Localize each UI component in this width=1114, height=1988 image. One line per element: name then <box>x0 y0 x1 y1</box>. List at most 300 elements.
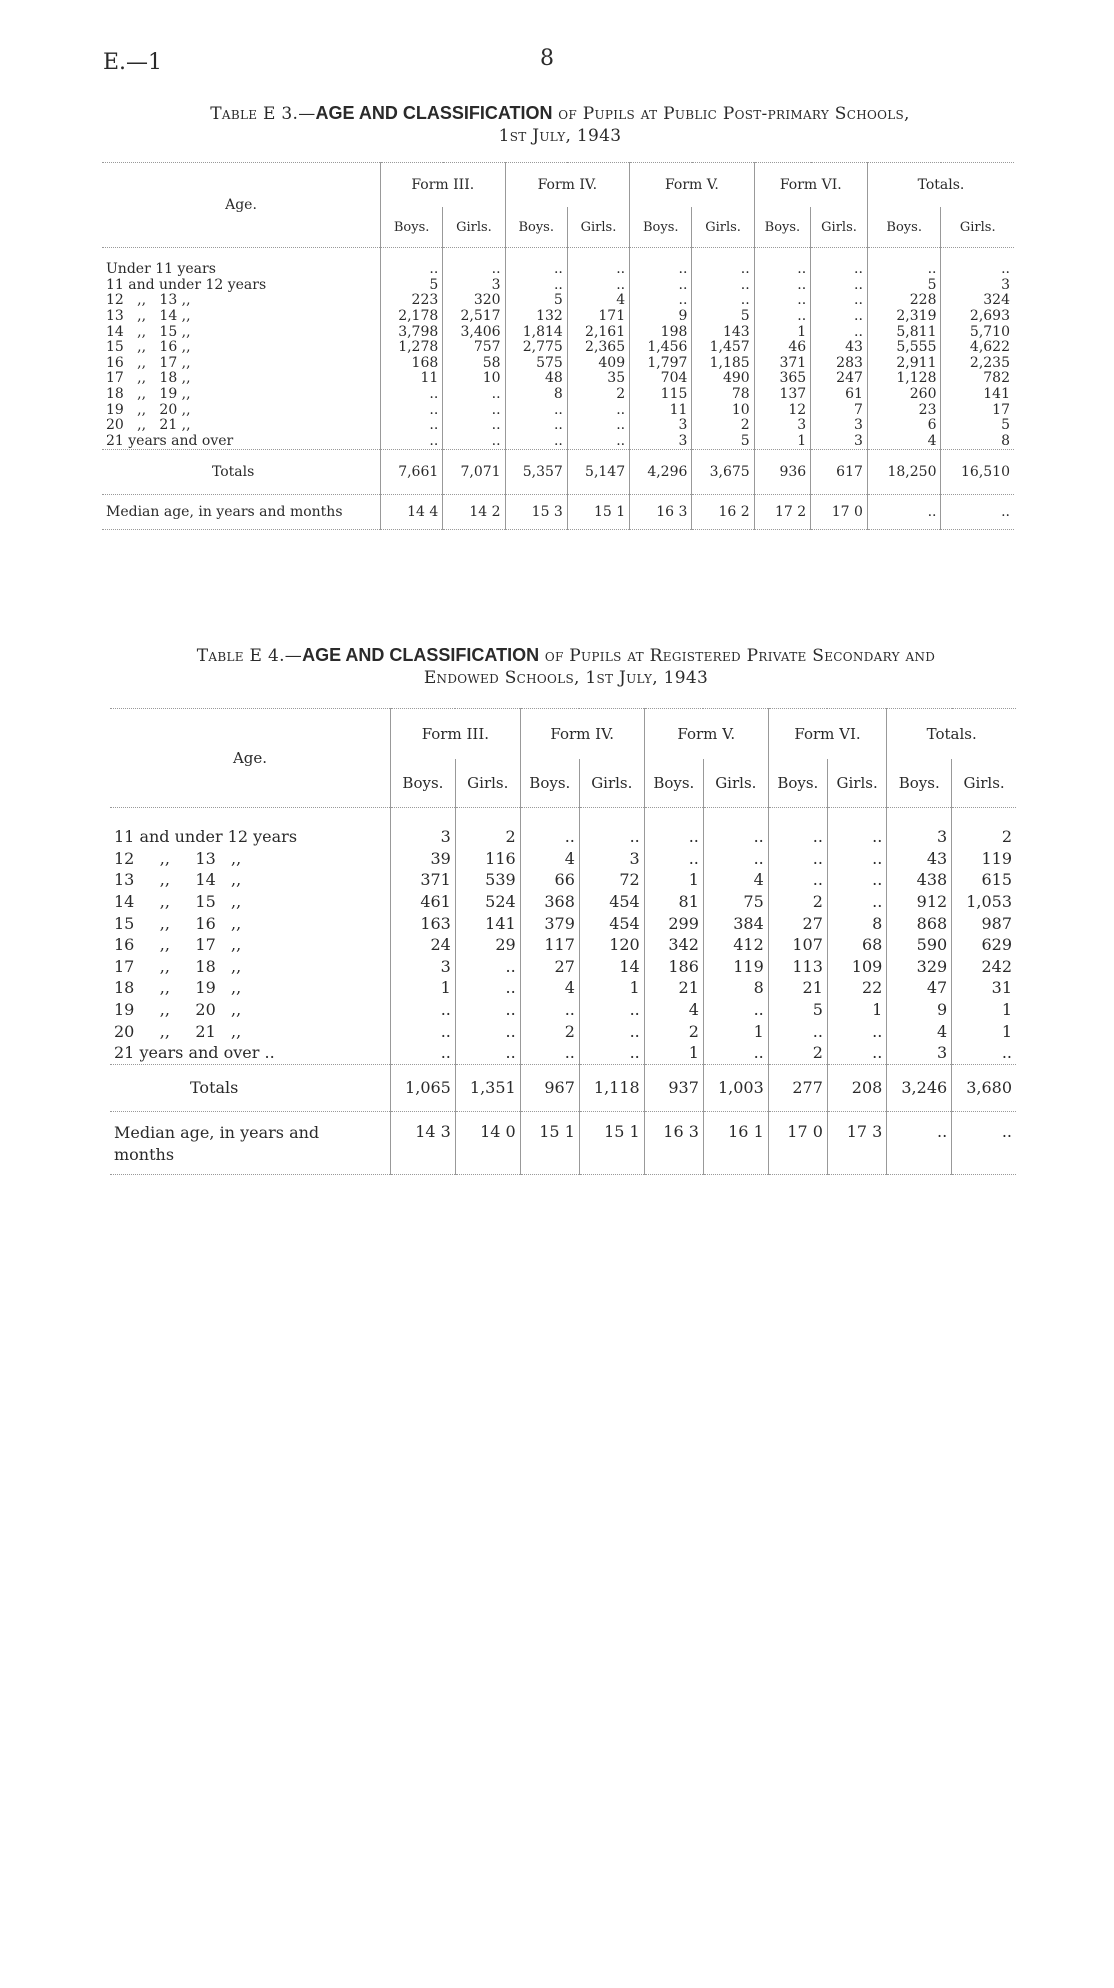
table2-spacer-cell <box>579 808 644 827</box>
table2-cell: 186 <box>644 956 703 978</box>
table2-body <box>110 808 1016 1175</box>
table2-age-label: 18 ,, 19 ,, <box>114 978 242 998</box>
table1-cell: .. <box>692 278 754 294</box>
table2-cell: .. <box>827 1042 886 1064</box>
table2-total-cell: 3,680 <box>952 1064 1016 1111</box>
table2-median-cell: 14 3 <box>391 1111 456 1174</box>
table1-cell: 1,278 <box>381 340 443 356</box>
table1-median-cell: 14 2 <box>443 495 505 530</box>
table1-spacer-cell <box>567 248 629 263</box>
table2-form-header: Form III. <box>391 709 521 760</box>
table1-cell: 2,161 <box>567 324 629 340</box>
table1-cell: 2,319 <box>867 309 941 325</box>
table1-median-text: Median age, in years and months <box>106 504 343 521</box>
table2-total-cell: 1,003 <box>703 1064 768 1111</box>
table1-cell: 3 <box>811 418 868 434</box>
table2-cell: 119 <box>703 956 768 978</box>
table1-spacer-cell <box>811 248 868 263</box>
table1 <box>102 162 1014 530</box>
table1-median-cell: 15 3 <box>505 495 567 530</box>
table2-girls-header: Girls. <box>703 759 768 808</box>
table2-cell: 912 <box>887 891 952 913</box>
table2-cell: 1 <box>579 977 644 999</box>
table1-cell: 137 <box>754 387 810 403</box>
table2-cell: 412 <box>703 934 768 956</box>
table1-cell: 320 <box>443 293 505 309</box>
table1-age-header: Age. <box>102 163 381 248</box>
table2-cell: .. <box>644 848 703 870</box>
table2-cell: 384 <box>703 912 768 934</box>
table2-cell: 9 <box>887 999 952 1021</box>
table1-cell: 3 <box>811 434 868 450</box>
table1-total-cell: 4,296 <box>630 450 692 495</box>
table2-cell: 75 <box>703 891 768 913</box>
table2-cell: 4 <box>644 999 703 1021</box>
table1-row <box>102 356 1014 372</box>
table1-age-label: 13 ,, 14 ,, <box>106 308 191 325</box>
table2-age-label: 17 ,, 18 ,, <box>114 956 242 976</box>
table1-age-label: 19 ,, 20 ,, <box>106 401 191 418</box>
table1-cell: 2,775 <box>505 340 567 356</box>
table2-cell: .. <box>768 1020 827 1042</box>
table2-boys-header: Boys. <box>520 759 579 808</box>
table2-form-header: Totals. <box>887 709 1016 760</box>
table2-median-cell: .. <box>952 1111 1016 1174</box>
table2-cell: 2 <box>768 1042 827 1064</box>
table2-totals-label: Totals <box>190 1078 239 1098</box>
table2-median-cell: 16 1 <box>703 1111 768 1174</box>
table1-age-label: 14 ,, 15 ,, <box>106 323 191 340</box>
table2-cell: 615 <box>952 869 1016 891</box>
table1-cell: .. <box>567 278 629 294</box>
table1-cell: .. <box>505 402 567 418</box>
table1-cell: .. <box>443 402 505 418</box>
table1-girls-header: Girls. <box>443 207 505 248</box>
table2-caption-prefix: Table E 4.— <box>196 646 303 666</box>
table2-cell: 27 <box>768 912 827 934</box>
table1-cell: 3 <box>941 278 1014 294</box>
table1-cell: 5 <box>692 434 754 450</box>
table2-cell: .. <box>520 1042 579 1064</box>
table2-row <box>110 934 1016 956</box>
table2-cell: 8 <box>827 912 886 934</box>
table1-cell: 9 <box>630 309 692 325</box>
table2-cell: .. <box>455 1020 520 1042</box>
table1-cell: 198 <box>630 324 692 340</box>
table2-cell: 1 <box>644 1042 703 1064</box>
table1-cell: 3,798 <box>381 324 443 340</box>
table1-cell: .. <box>754 278 810 294</box>
section-code: E.—1 <box>103 50 163 75</box>
table2-cell: 2 <box>644 1020 703 1042</box>
table2-cell: 66 <box>520 869 579 891</box>
table1-total-cell: 7,661 <box>381 450 443 495</box>
table2-cell: 2 <box>768 891 827 913</box>
table1-cell: 5,811 <box>867 324 941 340</box>
table1-cell: .. <box>567 418 629 434</box>
table2-cell: 242 <box>952 956 1016 978</box>
table2-cell: .. <box>455 999 520 1021</box>
table2-form-header: Form V. <box>644 709 768 760</box>
table2-age-label: 16 ,, 17 ,, <box>114 935 242 955</box>
table2-caption-rest: of Pupils at Registered Private Secondary and <box>544 646 936 666</box>
table2-age-label: 14 ,, 15 ,, <box>114 892 242 912</box>
table2-cell: 524 <box>455 891 520 913</box>
table1-cell: 5,555 <box>867 340 941 356</box>
table2-row <box>110 848 1016 870</box>
table1-median-cell: 17 2 <box>754 495 810 530</box>
table2-cell: 109 <box>827 956 886 978</box>
table1-age-label: 18 ,, 19 ,, <box>106 386 191 403</box>
table1-age-label: 21 years and over <box>106 432 234 449</box>
table1-cell: 757 <box>443 340 505 356</box>
table1-cell: 704 <box>630 371 692 387</box>
table1-cell: .. <box>443 262 505 278</box>
table2-girls-header: Girls. <box>455 759 520 808</box>
table2-cell: 4 <box>887 1020 952 1042</box>
table1-cell: 1 <box>754 324 810 340</box>
table1-row <box>102 340 1014 356</box>
table2-cell: 539 <box>455 869 520 891</box>
table1-median-cell: 16 2 <box>692 495 754 530</box>
table2-caption-date: Endowed Schools, 1st July, 1943 <box>423 668 709 688</box>
table1-cell: 4 <box>567 293 629 309</box>
table1-cell: 782 <box>941 371 1014 387</box>
table2-spacer-cell <box>391 808 456 827</box>
table2-row <box>110 869 1016 891</box>
table1-cell: .. <box>941 262 1014 278</box>
table1-caption-rest: of Pupils at Public Post-primary Schools, <box>558 104 910 124</box>
table2-median-cell: 17 3 <box>827 1111 886 1174</box>
table2-row <box>110 912 1016 934</box>
table2-total-cell: 3,246 <box>887 1064 952 1111</box>
table2-cell: .. <box>391 1020 456 1042</box>
table2-cell: .. <box>579 999 644 1021</box>
table1-cell: 3 <box>443 278 505 294</box>
table2-cell: 590 <box>887 934 952 956</box>
table2-total-cell: 1,065 <box>391 1064 456 1111</box>
table1-cell: .. <box>505 434 567 450</box>
table2-total-cell: 277 <box>768 1064 827 1111</box>
table2-cell: 629 <box>952 934 1016 956</box>
table2-cell: 368 <box>520 891 579 913</box>
table1-total-cell: 7,071 <box>443 450 505 495</box>
table2-row <box>110 826 1016 848</box>
table1-spacer-cell <box>630 248 692 263</box>
table1-cell: 575 <box>505 356 567 372</box>
table2-median-text: Median age, in years and months <box>114 1122 320 1164</box>
table2-spacer-cell <box>768 808 827 827</box>
table1-cell: 365 <box>754 371 810 387</box>
table1-spacer-cell <box>754 248 810 263</box>
table1-cell: 247 <box>811 371 868 387</box>
table2-cell: 5 <box>768 999 827 1021</box>
table1-cell: 1,457 <box>692 340 754 356</box>
table2-cell: 3 <box>391 826 456 848</box>
table2-cell: 1 <box>952 999 1016 1021</box>
table2-median-cell: 14 0 <box>455 1111 520 1174</box>
table2-age-label: 21 years and over .. <box>114 1043 275 1063</box>
table1-cell: 3 <box>754 418 810 434</box>
table1-girls-header: Girls. <box>567 207 629 248</box>
table1-spacer-cell <box>443 248 505 263</box>
table1-cell: .. <box>443 418 505 434</box>
table2-boys-header: Boys. <box>391 759 456 808</box>
table1-total-cell: 3,675 <box>692 450 754 495</box>
table1-cell: .. <box>505 278 567 294</box>
table1-cell: .. <box>811 324 868 340</box>
table1-age-label: 15 ,, 16 ,, <box>106 339 191 356</box>
table1-median-cell: 14 4 <box>381 495 443 530</box>
table1-median-cell: .. <box>941 495 1014 530</box>
table2-cell: 329 <box>887 956 952 978</box>
table2-total-cell: 1,351 <box>455 1064 520 1111</box>
table1-cell: .. <box>867 262 941 278</box>
table2-cell: 81 <box>644 891 703 913</box>
table2-cell: .. <box>827 1020 886 1042</box>
table2 <box>110 708 1016 1175</box>
table2-form-header: Form IV. <box>520 709 644 760</box>
table1-girls-header: Girls. <box>941 207 1014 248</box>
table1-cell: 6 <box>867 418 941 434</box>
table1-median-cell: 17 0 <box>811 495 868 530</box>
table1-cell: .. <box>754 262 810 278</box>
table2-girls-header: Girls. <box>827 759 886 808</box>
table1-cell: 78 <box>692 387 754 403</box>
table2-row <box>110 891 1016 913</box>
table2-cell: .. <box>827 826 886 848</box>
table2-spacer-cell <box>887 808 952 827</box>
table2-median-cell: 16 3 <box>644 1111 703 1174</box>
table1-form-header: Form III. <box>381 163 506 208</box>
table1-cell: 8 <box>941 434 1014 450</box>
table1-cell: 3 <box>630 418 692 434</box>
table1-cell: .. <box>811 262 868 278</box>
table1-cell: 17 <box>941 402 1014 418</box>
table1-cell: .. <box>811 293 868 309</box>
table1-cell: 1 <box>754 434 810 450</box>
table2-total-cell: 937 <box>644 1064 703 1111</box>
table1-caption-bold: AGE AND CLASSIFICATION <box>315 103 553 123</box>
table2-median-cell: 15 1 <box>579 1111 644 1174</box>
table2-cell: 461 <box>391 891 456 913</box>
table1-cell: 46 <box>754 340 810 356</box>
table2-cell: .. <box>644 826 703 848</box>
table2-cell: 4 <box>520 848 579 870</box>
table1-total-cell: 5,147 <box>567 450 629 495</box>
table2-cell: 117 <box>520 934 579 956</box>
table1-cell: 8 <box>505 387 567 403</box>
table2-row <box>110 1020 1016 1042</box>
table1-form-header: Form IV. <box>505 163 630 208</box>
table2-cell: 1 <box>644 869 703 891</box>
page-number: 8 <box>540 46 554 71</box>
table2-boys-header: Boys. <box>887 759 952 808</box>
table1-median-row <box>102 495 1014 530</box>
table2-spacer-cell <box>455 808 520 827</box>
table2-cell: .. <box>579 1042 644 1064</box>
table2-spacer-cell <box>703 808 768 827</box>
table1-cell: .. <box>630 293 692 309</box>
table1-cell: 1,456 <box>630 340 692 356</box>
table2-spacer-row <box>110 808 1016 827</box>
table1-form-header: Form V. <box>630 163 755 208</box>
table1-cell: .. <box>443 387 505 403</box>
table1-cell: 2,693 <box>941 309 1014 325</box>
table2-cell: 4 <box>520 977 579 999</box>
table1-age-label: 16 ,, 17 ,, <box>106 354 191 371</box>
table1-spacer-cell <box>505 248 567 263</box>
table2-age-label: 13 ,, 14 ,, <box>114 870 242 890</box>
table1-form-header: Form VI. <box>754 163 867 208</box>
table1-row <box>102 402 1014 418</box>
table2-median-cell: 17 0 <box>768 1111 827 1174</box>
table2-age-label: 11 and under 12 years <box>114 827 298 847</box>
table1-row <box>102 418 1014 434</box>
table2-cell: 47 <box>887 977 952 999</box>
table1-totals-label: Totals <box>212 464 255 481</box>
table1-spacer-cell <box>381 248 443 263</box>
table2-girls-header: Girls. <box>579 759 644 808</box>
table1-spacer-cell <box>692 248 754 263</box>
table2-median-cell: .. <box>887 1111 952 1174</box>
table1-median-cell: 15 1 <box>567 495 629 530</box>
table1-cell: 1,185 <box>692 356 754 372</box>
table1-cell: 7 <box>811 402 868 418</box>
table1-cell: .. <box>811 309 868 325</box>
table2-row <box>110 999 1016 1021</box>
table2-cell: .. <box>579 826 644 848</box>
table2-cell: .. <box>827 848 886 870</box>
table2-cell: .. <box>768 869 827 891</box>
table2-cell: .. <box>391 999 456 1021</box>
table2-cell: 163 <box>391 912 456 934</box>
table2-cell: .. <box>768 826 827 848</box>
table1-caption-prefix: Table E 3.— <box>210 104 316 124</box>
table1-cell: .. <box>630 278 692 294</box>
table1-row <box>102 262 1014 278</box>
table1-cell: 5 <box>692 309 754 325</box>
table2-total-cell: 1,118 <box>579 1064 644 1111</box>
table1-cell: .. <box>381 418 443 434</box>
table1-cell: 61 <box>811 387 868 403</box>
table1-row <box>102 309 1014 325</box>
table1-age-label: 17 ,, 18 ,, <box>106 370 191 387</box>
table1-row <box>102 387 1014 403</box>
table2-cell: 43 <box>887 848 952 870</box>
table2-median-label <box>110 1111 391 1174</box>
table2-cell: 4 <box>703 869 768 891</box>
table2-cell: .. <box>455 977 520 999</box>
table1-cell: 223 <box>381 293 443 309</box>
table2-cell: .. <box>579 1020 644 1042</box>
table2-cell: 21 <box>644 977 703 999</box>
table2-cell: .. <box>455 956 520 978</box>
table2-cell: 68 <box>827 934 886 956</box>
table1-cell: .. <box>381 434 443 450</box>
table1-cell: 168 <box>381 356 443 372</box>
table2-total-cell: 967 <box>520 1064 579 1111</box>
table1-cell: 371 <box>754 356 810 372</box>
table1-cell: 283 <box>811 356 868 372</box>
table1-girls-header: Girls. <box>692 207 754 248</box>
table1-cell: 143 <box>692 324 754 340</box>
table2-cell: 1 <box>952 1020 1016 1042</box>
table2-cell: 141 <box>455 912 520 934</box>
table2-cell: 1 <box>827 999 886 1021</box>
table2-cell: .. <box>703 848 768 870</box>
table1-total-cell: 5,357 <box>505 450 567 495</box>
table2-cell: 113 <box>768 956 827 978</box>
table1-body <box>102 248 1014 530</box>
table1-cell: 10 <box>692 402 754 418</box>
table2-cell: 454 <box>579 912 644 934</box>
table1-cell: 3,406 <box>443 324 505 340</box>
table1-cell: 409 <box>567 356 629 372</box>
table2-boys-header: Boys. <box>768 759 827 808</box>
table2-cell: .. <box>768 848 827 870</box>
table2-cell: .. <box>520 826 579 848</box>
table2-cell: 107 <box>768 934 827 956</box>
table1-cell: 58 <box>443 356 505 372</box>
table1-cell: 228 <box>867 293 941 309</box>
table1-cell: 115 <box>630 387 692 403</box>
table2-cell: .. <box>391 1042 456 1064</box>
table1-cell: .. <box>567 402 629 418</box>
table1-median-cell: .. <box>867 495 941 530</box>
table1-median-cell: 16 3 <box>630 495 692 530</box>
table1-cell: 2,178 <box>381 309 443 325</box>
table2-cell: 3 <box>579 848 644 870</box>
table2-cell: 379 <box>520 912 579 934</box>
table2-totals-row <box>110 1064 1016 1111</box>
table1-median-label <box>102 495 381 530</box>
table1-cell: 23 <box>867 402 941 418</box>
table2-cell: 22 <box>827 977 886 999</box>
table2-cell: 868 <box>887 912 952 934</box>
table2-spacer-cell <box>952 808 1016 827</box>
table1-spacer-cell <box>867 248 941 263</box>
table1-spacer-cell <box>102 248 381 263</box>
table2-cell: 987 <box>952 912 1016 934</box>
table1-cell: 2 <box>692 418 754 434</box>
table1-cell: 35 <box>567 371 629 387</box>
table1-cell: 2,365 <box>567 340 629 356</box>
table1-cell: 2,235 <box>941 356 1014 372</box>
table1-boys-header: Boys. <box>630 207 692 248</box>
table2-caption-bold: AGE AND CLASSIFICATION <box>302 645 540 665</box>
table1-cell: .. <box>692 262 754 278</box>
table1-form-header: Totals. <box>867 163 1014 208</box>
table1-total-cell: 617 <box>811 450 868 495</box>
table2-cell: 1 <box>391 977 456 999</box>
table1-cell: 48 <box>505 371 567 387</box>
table1-cell: 132 <box>505 309 567 325</box>
table1-total-cell: 18,250 <box>867 450 941 495</box>
table1-cell: 5 <box>505 293 567 309</box>
table1-cell: .. <box>811 278 868 294</box>
table2-form-header: Form VI. <box>768 709 887 760</box>
table2-cell: 14 <box>579 956 644 978</box>
table2-cell: .. <box>703 1042 768 1064</box>
table2-cell: 8 <box>703 977 768 999</box>
table2-girls-header: Girls. <box>952 759 1016 808</box>
table1-boys-header: Boys. <box>754 207 810 248</box>
table2-cell: 299 <box>644 912 703 934</box>
table1-cell: 1,814 <box>505 324 567 340</box>
table1-age-label: 11 and under 12 years <box>106 276 267 293</box>
table1-age-label: 20 ,, 21 ,, <box>106 417 191 434</box>
